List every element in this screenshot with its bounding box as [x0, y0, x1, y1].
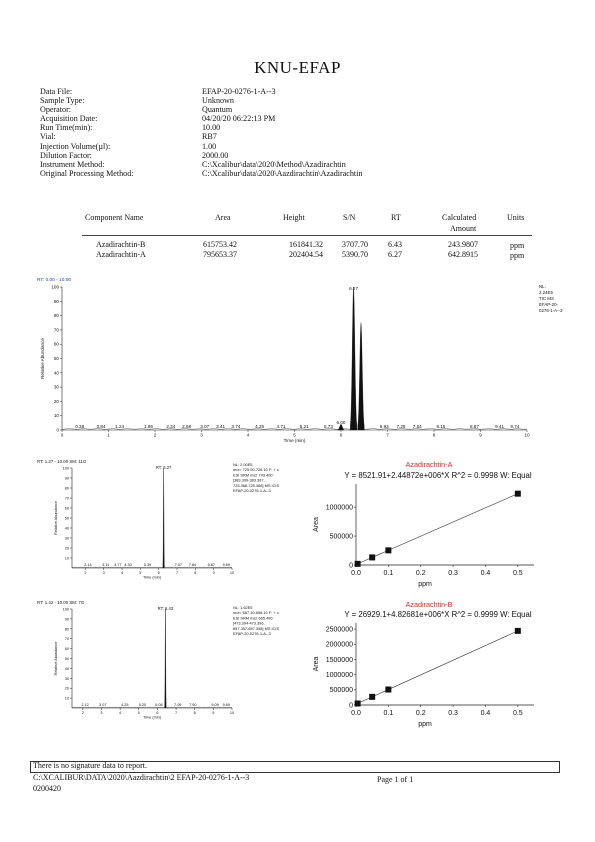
- x-tick-label: 4: [246, 432, 250, 438]
- tic-nl-info: TIC MS: [539, 296, 554, 301]
- peak-annotation: 7.64: [412, 424, 422, 429]
- chrom-b-info: 657.357-657.358] MS ICIS: [233, 625, 280, 631]
- x-tick-label: 0.5: [512, 570, 523, 577]
- x-tick-label: 3: [200, 432, 203, 438]
- metadata-label: Acquisition Date:: [40, 114, 98, 124]
- row-sn: 3707.70: [342, 240, 368, 249]
- y-tick-label: 1000000: [325, 672, 353, 680]
- y-tick-label: 50: [64, 516, 69, 521]
- peak-annotation: 7.07: [174, 563, 182, 567]
- y-tick-label: 1500000: [325, 656, 353, 664]
- y-tick-label: 70: [64, 496, 69, 501]
- metadata-label: Data File:: [40, 87, 73, 96]
- y-tick-label: 80: [53, 313, 59, 319]
- calib-b-title: Azadirachtin-B: [405, 600, 453, 609]
- peak-annotation: 4.71: [276, 424, 286, 429]
- peak-annotation: 1.24: [115, 424, 125, 429]
- x-tick-label: 10: [229, 570, 235, 575]
- tic-rt-range: RT: 0.00 - 10.00: [37, 278, 72, 283]
- row-height: 161841.32: [289, 240, 323, 249]
- peak-annotation: 3.74: [231, 424, 241, 429]
- chrom-b-peak-label: RT: 6.43: [157, 606, 174, 611]
- page-number: Page 1 of 1: [377, 775, 414, 784]
- metadata-label: Injection Volume(µl):: [40, 141, 111, 151]
- chrom-b-info: m/z= 657.10-658.10 F: + c: [233, 610, 279, 616]
- col-header-height: Height: [283, 213, 305, 222]
- peak-annotation: 9.74: [510, 424, 520, 429]
- col-header-area: Area: [215, 213, 231, 222]
- y-axis-label: Relative Abundance: [40, 338, 45, 379]
- peak: [163, 468, 164, 568]
- y-tick-label: 2000000: [325, 641, 353, 649]
- peak-annotation: 8.87: [207, 563, 215, 567]
- peak-annotation: 7.09: [174, 703, 182, 707]
- y-tick-label: 90: [53, 298, 59, 304]
- y-axis-label: Relative Abundance: [54, 641, 58, 676]
- y-tick-label: 60: [53, 341, 59, 347]
- peak-annotation: 7.90: [189, 703, 197, 707]
- peak: [165, 609, 166, 708]
- calibration-point: [355, 700, 361, 706]
- metadata-value: 10.00: [202, 123, 221, 133]
- y-tick-label: 80: [64, 486, 69, 491]
- y-tick-label: 60: [64, 647, 69, 652]
- chrom-a-info: 725.368-725.368] MS ICIS: [233, 482, 280, 488]
- row-units: ppm: [510, 251, 525, 260]
- peak-annotation: 5.39: [143, 563, 152, 567]
- x-tick-label: 7: [386, 432, 389, 438]
- y-tick-label: 2500000: [325, 626, 353, 634]
- peak-annotation: 8.87: [469, 424, 479, 429]
- peak-annotation: 2.34: [166, 424, 176, 429]
- footer-path: C:\XCALIBUR\DATA\2020\Aazdirachtin\2 EFAP-20-0276-1-A--3: [33, 773, 250, 782]
- y-axis-label: Area: [313, 656, 320, 672]
- tic-peak-label: 6.27: [349, 286, 359, 291]
- peak-annotation: 4.25: [121, 703, 129, 707]
- metadata-label: Original Processing Method:: [40, 168, 134, 178]
- metadata-value: C:\Xcalibur\data\2020\Aazdirachtin\Azadirachtin: [202, 168, 363, 178]
- calibration-point: [369, 694, 375, 700]
- row-area: 795653.37: [203, 250, 237, 259]
- peak-annotation: 4.33: [124, 563, 132, 567]
- chrom-a-info: NL: 2.00E5: [233, 462, 253, 467]
- y-tick-label: 70: [64, 637, 69, 642]
- y-tick-label: 10: [64, 556, 69, 561]
- metadata-value: C:\Xcalibur\data\2020\Method\Azadirachtin: [202, 159, 346, 169]
- tic-nl-info: EFAP-20-: [539, 302, 559, 307]
- x-tick-label: 0.5: [512, 710, 523, 717]
- x-tick-label: 10: [524, 432, 530, 438]
- baseline-trace: [72, 707, 232, 708]
- calibration-point: [515, 628, 521, 634]
- y-tick-label: 50: [53, 356, 59, 361]
- peak-annotation: 5.21: [299, 424, 309, 429]
- col-header-rt: RT: [391, 213, 401, 222]
- chrom-a-info: m/z= 725.00-726.10 F: + c: [233, 467, 279, 473]
- row-height: 202404.54: [289, 250, 323, 259]
- y-tick-label: 20: [53, 398, 59, 404]
- x-tick-label: 0.1: [383, 570, 394, 577]
- report-title: KNU-EFAP: [254, 58, 341, 77]
- footer-code: 0200420: [33, 784, 61, 793]
- x-tick-label: 0.0: [351, 710, 361, 717]
- x-tick-label: 4: [119, 710, 122, 715]
- col-header-sn: S/N: [343, 213, 356, 222]
- x-axis-label: ppm: [418, 721, 432, 728]
- peak-annotation: 9.69: [222, 563, 231, 567]
- baseline-trace: [72, 567, 232, 568]
- peak-annotation: 9.41: [495, 424, 505, 429]
- row-rt: 6.27: [388, 250, 402, 259]
- x-tick-label: 6: [339, 432, 343, 438]
- y-tick-label: 90: [64, 617, 69, 622]
- col-header-units: Units: [507, 213, 525, 222]
- tic-nl-info: NL:: [539, 284, 546, 289]
- calib-a-title: Azadirachtin-A: [405, 460, 453, 469]
- x-axis-label: Time (min): [283, 438, 306, 444]
- x-tick-label: 0.2: [415, 570, 426, 577]
- metadata-value: EFAP-20-0276-1-A--3: [202, 87, 276, 96]
- y-tick-label: 70: [53, 327, 59, 333]
- metadata-label: Run Time(min):: [40, 123, 93, 133]
- metadata-value: 04/20/20 06:22:13 PM: [202, 114, 276, 124]
- chrom-a-rt-range: RT: 1.27 - 10.00 SM: 11G: [37, 459, 87, 464]
- signature-text: There is no signature data to report.: [33, 761, 147, 770]
- y-axis-label: Relative Abundance: [54, 501, 58, 535]
- peak-annotation: 2.68: [182, 424, 192, 429]
- row-amount: 642.8915: [448, 250, 478, 259]
- row-area: 615753.42: [203, 240, 237, 249]
- y-tick-label: 30: [53, 384, 59, 390]
- x-tick-label: 0: [60, 432, 64, 438]
- x-tick-label: 4: [120, 570, 124, 575]
- peak: [338, 424, 345, 430]
- x-tick-label: 10: [229, 710, 235, 715]
- calibration-point: [385, 687, 391, 693]
- x-tick-label: 8: [194, 570, 197, 575]
- x-axis-label: Time (min): [143, 575, 161, 580]
- x-tick-label: 0.1: [383, 710, 394, 717]
- y-tick-label: 500000: [329, 687, 353, 695]
- peak-annotation: 8.15: [436, 424, 446, 429]
- metadata-label: Dilution Factor:: [40, 150, 92, 160]
- metadata-value: Unknown: [202, 96, 234, 106]
- row-units: ppm: [510, 241, 525, 250]
- metadata-label: Instrument Method:: [40, 159, 105, 169]
- metadata-label: Vial:: [40, 132, 56, 142]
- y-tick-label: 90: [64, 476, 69, 481]
- x-tick-label: 0.2: [415, 710, 426, 717]
- x-tick-label: 0.4: [480, 570, 491, 577]
- baseline-trace: [62, 429, 527, 430]
- x-tick-label: 9: [479, 432, 482, 438]
- peak-annotation: 6.93: [379, 424, 389, 429]
- chrom-a-info: [383.399-383.397,: [233, 477, 265, 483]
- x-tick-label: 0.3: [448, 570, 458, 577]
- y-tick-label: 100: [62, 607, 69, 612]
- chrom-a-peak-label: RT: 6.27: [155, 465, 172, 470]
- x-tick-label: 3: [100, 710, 103, 715]
- col-header-name: Component Name: [85, 213, 144, 222]
- calibration-point: [355, 561, 361, 567]
- calib-b-equation: Y = 26929.1+4.82681e+006*X R^2 = 0.9999 W: Equal: [344, 610, 532, 619]
- metadata-value: 2000.00: [202, 150, 229, 160]
- y-tick-label: 0: [56, 427, 59, 433]
- row-name: Azadirachtin-A: [96, 250, 146, 259]
- peak-annotation: 7.29: [396, 424, 406, 429]
- peak-annotation: 4.25: [255, 424, 265, 429]
- y-tick-label: 10: [53, 413, 59, 419]
- peak-annotation: 3.11: [102, 563, 110, 567]
- peak-annotation: 3.07: [99, 703, 107, 707]
- row-rt: 6.43: [388, 240, 402, 249]
- metadata-value: RB7: [202, 132, 217, 142]
- chrom-a-info: ESI SRM ms2 743.400: [233, 472, 273, 478]
- x-tick-label: 8: [193, 710, 196, 715]
- peak-annotation: 9.09: [211, 703, 219, 707]
- y-tick-label: 100: [51, 284, 59, 290]
- x-tick-label: 6: [156, 710, 159, 715]
- x-axis-label: Time (min): [143, 715, 161, 720]
- chrom-b-rt-range: RT: 1.42 - 10.00 SM: 7G: [37, 600, 85, 605]
- y-tick-label: 100: [62, 466, 69, 471]
- peak-annotation: 0.84: [96, 424, 106, 429]
- y-tick-label: 10: [64, 696, 69, 701]
- fit-line: [356, 631, 518, 704]
- x-tick-label: 2: [153, 432, 157, 438]
- x-tick-label: 2: [84, 570, 87, 575]
- fit-line: [356, 494, 518, 565]
- y-tick-label: 50: [64, 657, 69, 661]
- x-tick-label: 6: [157, 570, 160, 575]
- x-tick-label: 0.4: [480, 710, 491, 717]
- row-amount: 243.9807: [448, 240, 478, 249]
- peak-annotation: 5.73: [323, 424, 333, 429]
- x-tick-label: 7: [174, 710, 178, 715]
- x-tick-label: 0.3: [448, 710, 458, 717]
- y-tick-label: 0: [349, 562, 353, 570]
- peak-annotation: 7.84: [188, 563, 197, 567]
- chrom-a-info: EFAP-20-0276-1-A--3: [233, 488, 271, 493]
- col-header-calc: Calculated: [442, 213, 477, 222]
- y-tick-label: 1000000: [325, 504, 353, 512]
- x-tick-label: 7: [175, 570, 179, 575]
- metadata-label: Sample Type:: [40, 96, 85, 106]
- x-tick-label: 2: [81, 710, 84, 715]
- y-tick-label: 40: [53, 370, 59, 376]
- y-tick-label: 40: [64, 526, 69, 531]
- y-tick-label: 0: [349, 702, 353, 710]
- y-tick-label: 80: [64, 627, 69, 632]
- peak: [350, 287, 357, 430]
- peak: [358, 323, 365, 430]
- peak-annotation: 6.08: [155, 703, 163, 707]
- row-name: Azadirachtin-B: [96, 240, 146, 249]
- y-tick-label: 20: [64, 686, 69, 691]
- x-tick-label: 5: [293, 432, 296, 438]
- y-tick-label: 60: [64, 506, 69, 511]
- x-tick-label: 0.0: [351, 570, 361, 577]
- x-tick-label: 1: [107, 432, 110, 438]
- x-axis-label: ppm: [418, 581, 432, 588]
- x-tick-label: 8: [432, 432, 436, 438]
- x-tick-label: 9: [212, 570, 215, 575]
- peak-annotation: 1.86: [144, 424, 153, 429]
- chrom-b-info: ESI SRM ms2 665.490: [233, 615, 273, 621]
- tic-nl-info: 2.24E5: [539, 290, 553, 295]
- calibration-point: [515, 491, 521, 497]
- y-axis-label: Area: [313, 517, 320, 532]
- calib-a-equation: Y = 8521.91+2.44872e+006*X R^2 = 0.9998 W: Equal: [344, 471, 532, 480]
- x-tick-label: 5: [139, 570, 142, 575]
- peak-annotation: 2.14: [84, 563, 92, 567]
- chrom-b-info: [473.394-473.396,: [233, 620, 265, 626]
- y-tick-label: 40: [64, 666, 69, 671]
- metadata-label: Operator:: [40, 105, 72, 115]
- metadata-value: Quantum: [202, 105, 233, 115]
- y-tick-label: 30: [64, 536, 69, 541]
- peak-annotation: 5.20: [138, 703, 147, 707]
- col-header-amount: Amount: [450, 224, 477, 233]
- chrom-b-info: NL: 1.62E5: [233, 605, 253, 610]
- calibration-point: [369, 554, 375, 560]
- tic-peak-label: 6.00: [336, 420, 346, 425]
- peak-annotation: 0.38: [75, 424, 85, 429]
- y-tick-label: 30: [64, 676, 69, 681]
- peak-annotation: 3.77: [114, 563, 122, 567]
- chrom-b-info: EFAP-20-0276-1-A--3: [233, 631, 271, 636]
- row-sn: 5390.70: [342, 250, 368, 259]
- y-tick-label: 500000: [329, 533, 353, 541]
- y-tick-label: 20: [64, 546, 69, 551]
- peak-annotation: 9.69: [222, 703, 230, 707]
- calibration-point: [385, 547, 391, 553]
- x-tick-label: 9: [212, 710, 215, 715]
- peak-annotation: 3.07: [200, 424, 210, 429]
- peak-annotation: 2.12: [81, 703, 89, 707]
- x-tick-label: 3: [102, 570, 105, 575]
- metadata-value: 1.00: [202, 141, 217, 151]
- x-tick-label: 5: [137, 710, 140, 715]
- peak-annotation: 3.41: [216, 424, 226, 429]
- tic-nl-info: 0276-1-A--3: [539, 308, 563, 313]
